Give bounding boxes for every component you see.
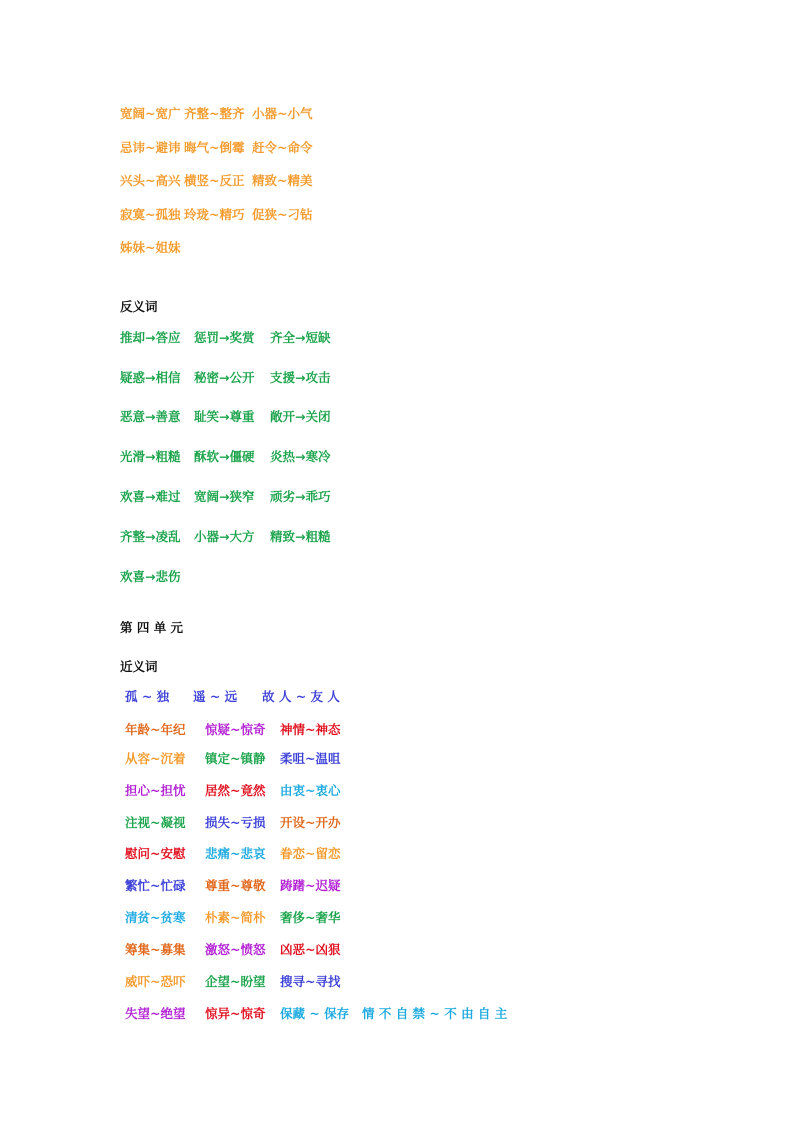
word-pair: 搜寻~寻找 [280,974,341,989]
word-pair: 眷恋~留恋 [280,846,341,861]
word-pair: 精致~精美 [252,173,313,188]
word-pair: 遥 ~ 远 [193,689,238,704]
word-pair: 损失~亏损 [205,815,266,830]
word-pair: 酥软→僵硬 [194,449,255,464]
word-pair: 精致→粗糙 [270,529,331,544]
word-pair: 兴头~高兴 [120,173,181,188]
word-pair: 奢侈~奢华 [280,910,341,925]
word-pair: 光滑→粗糙 [120,449,181,464]
word-pair: 朴素~简朴 [205,910,266,925]
word-pair: 激怒~愤怒 [205,942,266,957]
word-pair: 神情~神态 [280,722,341,737]
unit-heading: 第 四 单 元 [120,620,184,635]
word-pair: 敞开→关闭 [270,409,331,424]
synonym-heading: 近义词 [120,659,158,674]
word-pair: 孤 ~ 独 [125,689,170,704]
word-pair: 欢喜→难过 [120,489,181,504]
word-pair: 炎热→寒冷 [270,449,331,464]
word-pair: 悲痛~悲哀 [205,846,266,861]
word-pair: 凶恶~凶狠 [280,942,341,957]
word-pair: 齐整~整齐 [184,106,245,121]
word-pair: 宽阔~宽广 [120,106,181,121]
word-pair: 玲珑~精巧 [184,207,245,222]
word-pair: 保藏 ~ 保存 [280,1006,350,1021]
word-pair: 由衷~衷心 [280,783,341,798]
word-pair: 从容~沉着 [125,751,186,766]
word-pair: 开设~开办 [280,815,341,830]
word-pair: 宽阔→狭窄 [194,489,255,504]
word-pair: 秘密→公开 [194,370,255,385]
word-pair: 威吓~恐吓 [125,974,186,989]
word-pair: 疑惑→相信 [120,370,181,385]
word-pair: 筹集~募集 [125,942,186,957]
word-pair: 小器~小气 [252,106,313,121]
word-pair: 恶意→善意 [120,409,181,424]
word-pair: 企望~盼望 [205,974,266,989]
word-pair: 促狭~刁钻 [252,207,313,222]
antonym-heading: 反义词 [120,299,158,314]
word-pair: 清贫~贫寒 [125,910,186,925]
word-pair: 年龄~年纪 [125,722,186,737]
word-pair: 故 人 ~ 友 人 [262,689,340,704]
word-pair: 柔咀~温咀 [280,751,341,766]
word-pair: 姊妹~姐妹 [120,240,181,255]
word-pair: 晦气~倒霉 [184,140,245,155]
word-pair: 惊异~惊奇 [205,1006,266,1021]
word-pair: 慰问~安慰 [125,846,186,861]
word-pair: 惊疑~惊奇 [205,722,266,737]
word-pair: 失望~绝望 [125,1006,186,1021]
word-pair: 赶令~命令 [252,140,313,155]
word-pair: 支援→攻击 [270,370,331,385]
word-pair: 推却→答应 [120,330,181,345]
word-pair: 寂寞~孤独 [120,207,181,222]
word-pair: 顽劣→乖巧 [270,489,331,504]
word-pair: 惩罚→奖赏 [194,330,255,345]
word-pair: 齐全→短缺 [270,330,331,345]
word-pair: 担心~担忧 [125,783,186,798]
word-pair: 齐整→凌乱 [120,529,181,544]
word-pair: 居然~竟然 [205,783,266,798]
word-pair: 繁忙~忙碌 [125,878,186,893]
word-pair: 尊重~尊敬 [205,878,266,893]
word-pair: 欢喜→悲伤 [120,569,181,584]
word-pair: 横竖~反正 [184,173,245,188]
idiom-pair: 情 不 自 禁 ~ 不 由 自 主 [362,1006,508,1021]
word-pair: 耻笑→尊重 [194,409,255,424]
word-pair: 注视~凝视 [125,815,186,830]
word-pair: 小器→大方 [194,529,255,544]
word-pair: 镇定~镇静 [205,751,266,766]
word-pair: 忌讳~避讳 [120,140,181,155]
word-pair: 踌躇~迟疑 [280,878,341,893]
